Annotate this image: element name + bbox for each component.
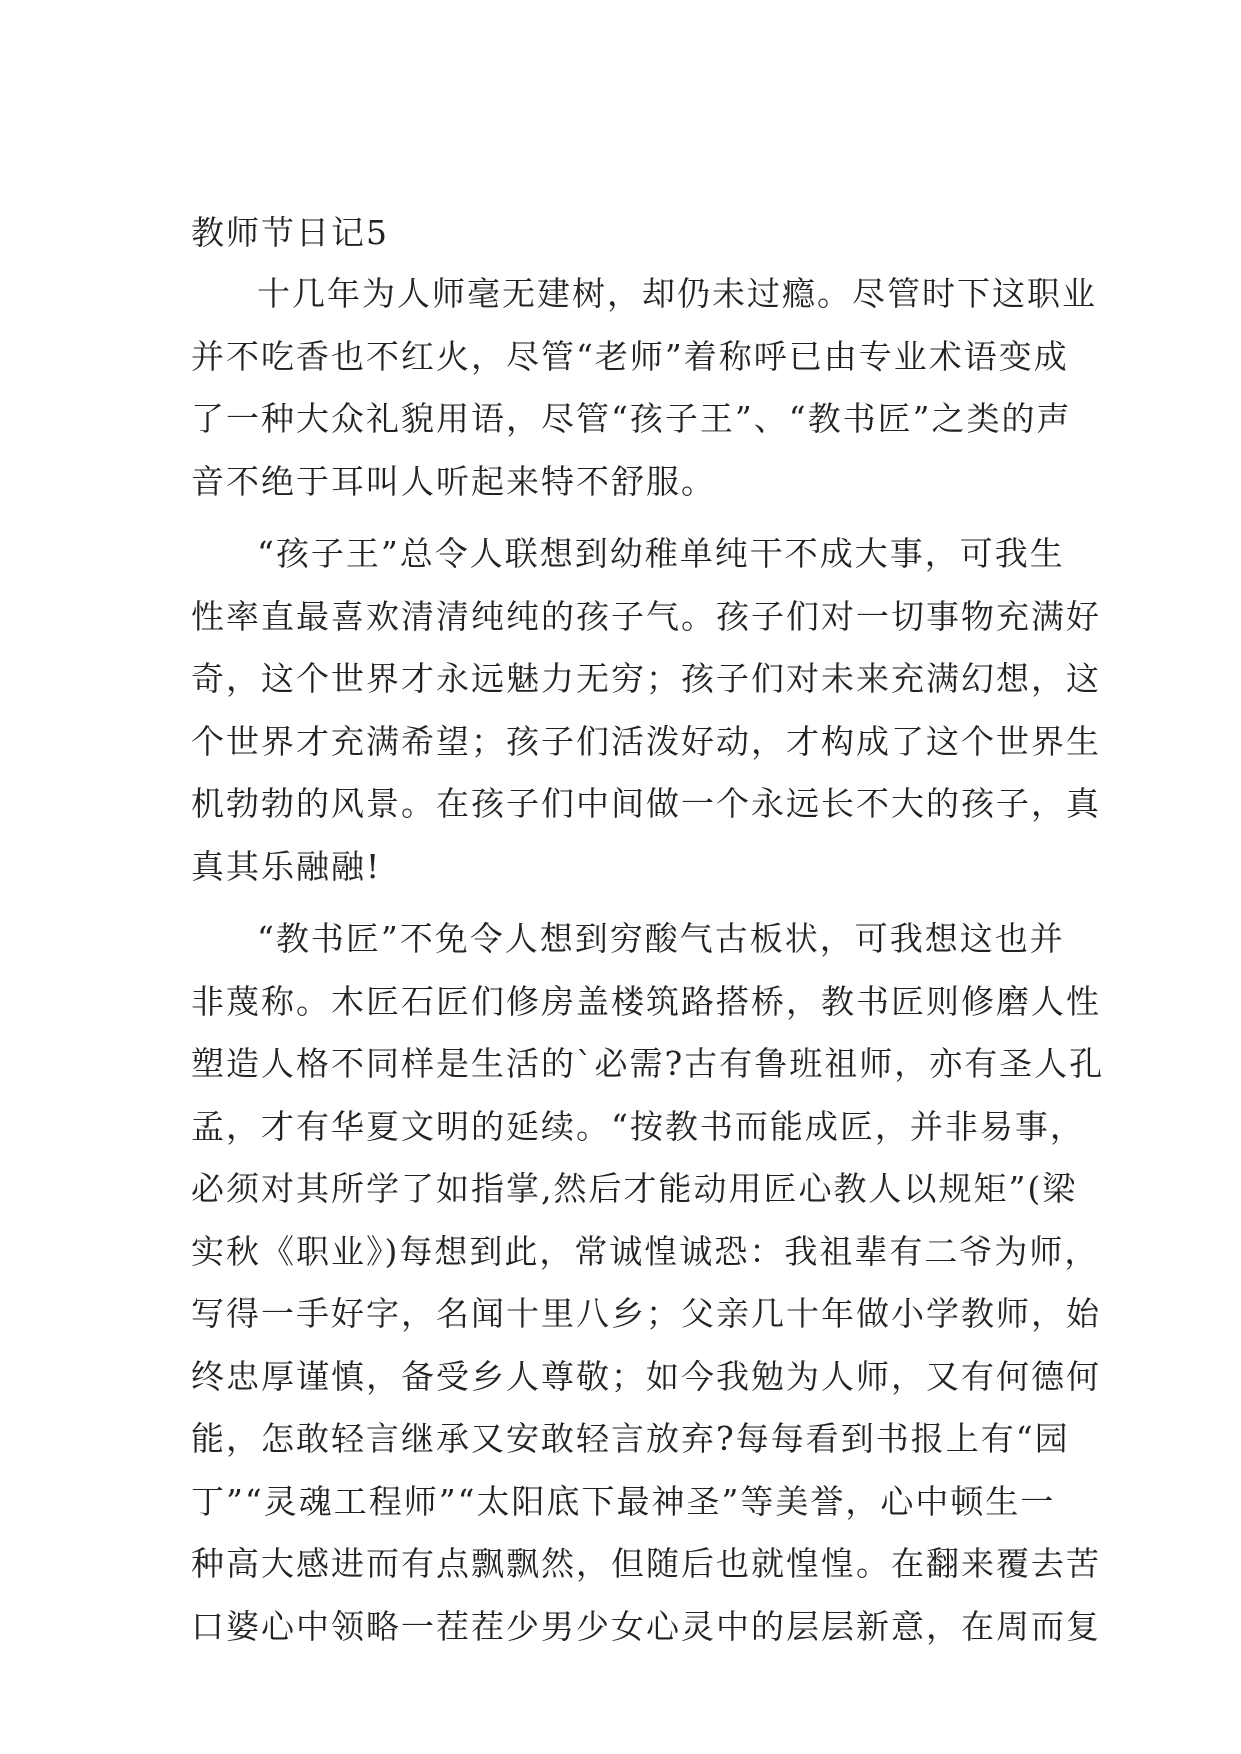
text-line: 了一种大众礼貌用语，尽管“孩子王”、“教书匠”之类的声 [191,399,1072,438]
text-line: 十几年为人师毫无建树，却仍未过瘾。尽管时下这职业 [257,274,1097,313]
text-line: 并不吃香也不红火，尽管“老师”着称呼已由专业术语变成 [191,336,1069,376]
text-line: “教书匠”不免令人想到穷酸气古板状，可我想这也并 [257,919,1065,958]
text-line: 真其乐融融! [191,846,382,886]
text-line: 口婆心中领略一茬茬少男少女心灵中的层层新意，在周而复 [191,1606,1101,1646]
text-line: “孩子王”总令人联想到幼稚单纯干不成大事，可我生 [257,534,1065,573]
text-line: 丁”“灵魂工程师”“太阳底下最神圣”等美誉，心中顿生一 [191,1481,1056,1521]
text-line: 奇，这个世界才永远魅力无穷；孩子们对未来充满幻想，这 [191,659,1101,698]
text-line: 必须对其所学了如指掌,然后才能动用匠心教人以规矩”(梁 [191,1169,1078,1208]
text-line: 音不绝于耳叫人听起来特不舒服。 [191,461,716,501]
text-line: 个世界才充满希望；孩子们活泼好动，才构成了这个世界生 [191,721,1101,761]
text-line: 机勃勃的风景。在孩子们中间做一个永远长不大的孩子，真 [191,784,1101,823]
text-line: 终忠厚谨慎，备受乡人尊敬；如今我勉为人师，又有何德何 [191,1356,1101,1396]
text-line: 非蔑称。木匠石匠们修房盖楼筑路搭桥，教书匠则修磨人性 [191,981,1101,1021]
paragraph-1 [191,263,1097,513]
paragraph-3 [191,908,1105,1658]
paragraph-2 [191,523,1101,898]
text-line: 写得一手好字，名闻十里八乡；父亲几十年做小学教师，始 [191,1294,1101,1333]
diary-content [191,205,1105,1668]
page-title: 教师节日记5 [191,213,389,252]
text-line: 塑造人格不同样是生活的`必需?古有鲁班祖师，亦有圣人孔 [191,1044,1105,1083]
text-line: 孟，才有华夏文明的延续。“按教书而能成匠，并非易事， [191,1106,1085,1146]
text-line: 能，怎敢轻言继承又安敢轻言放弃?每每看到书报上有“园 [191,1419,1070,1458]
text-line: 实秋《职业》)每想到此，常诚惶诚恐：我祖辈有二爷为师， [191,1231,1100,1271]
text-line: 性率直最喜欢清清纯纯的孩子气。孩子们对一切事物充满好 [191,596,1101,636]
text-line: 种高大感进而有点飘飘然，但随后也就惶惶。在翻来覆去苦 [191,1544,1101,1583]
